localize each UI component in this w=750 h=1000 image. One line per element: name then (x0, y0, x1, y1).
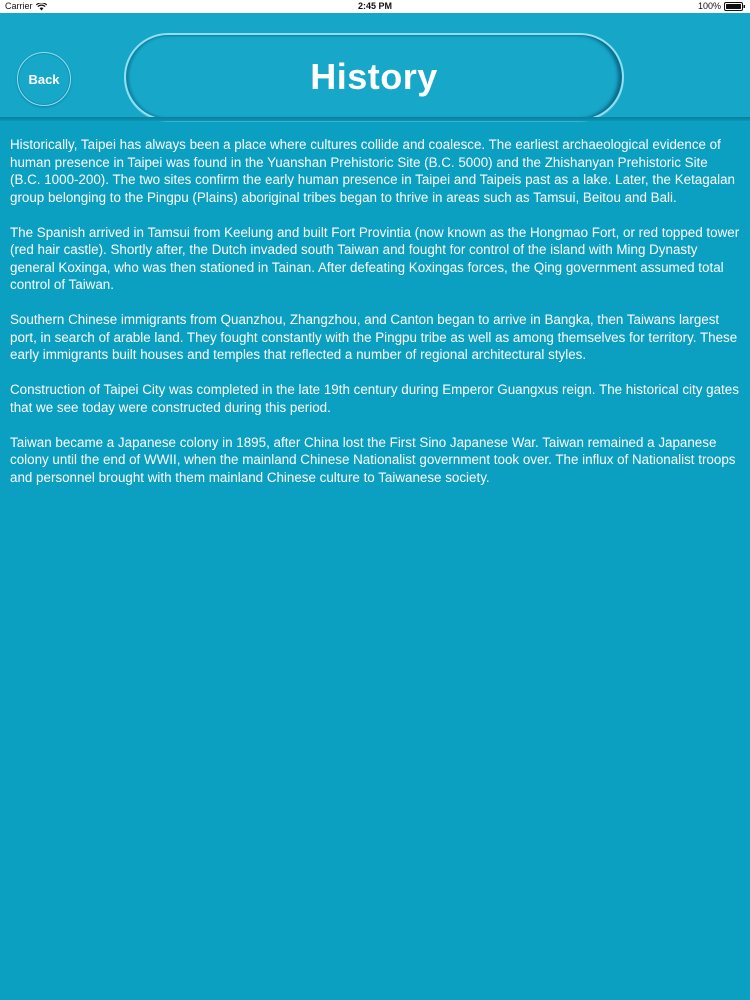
paragraph: Southern Chinese immigrants from Quanzhou, Zhangzhou, and Canton began to arrive in Bangka, then Taiwans largest port, in search of arable land. They fought constantly with the Pingpu tribe as well as among themselves for territory. These early immigrants built houses and temples that reflected a number of regional architectural styles. (10, 312, 738, 362)
carrier-label: Carrier (5, 1, 33, 11)
header-divider (0, 117, 750, 121)
back-button[interactable]: Back (17, 52, 71, 106)
header-bar (0, 13, 750, 117)
battery-icon (724, 2, 746, 11)
status-bar (0, 0, 750, 13)
paragraph: Construction of Taipei City was completed in the late 19th century during Emperor Guangxus reign. The historical city gates that we see today were constructed during this period. (10, 382, 739, 415)
paragraph: Taiwan became a Japanese colony in 1895, after China lost the First Sino Japanese War. Taiwan remained a Japanese colony until the end of WWII, when the mainland Chinese Nationalist government took over. The influx of Nationalist troops and personnel brought with them mainland Chinese culture to Taiwanese society. (10, 434, 736, 485)
paragraph: Historically, Taipei has always been a place where cultures collide and coalesce. The earliest archaeological evidence of human presence in Taipei was found in the Yuanshan Prehistoric Site (B.C. 5000) and the Zhishanyan Prehistoric Site (B.C. 1000-200). The two sites confirm the early human presence in Taipei and Taipeis past as a lake. Later, the Ketagalan group belonging to the Pingpu (Plains) aboriginal tribes began to thrive in areas such as Tamsui, Beitou and Bali. (10, 137, 736, 205)
paragraph: The Spanish arrived in Tamsui from Keelung and built Fort Provintia (now known as the Hongmao Fort, or red topped tower (red hair castle). Shortly after, the Dutch invaded south Taiwan and fought for control of the island with Ming Dynasty general Koxinga, who was then stationed in Tainan. After defeating Koxingas forces, the Qing government assumed total control of Taiwan. (10, 224, 740, 292)
status-right (698, 0, 746, 13)
history-text (10, 136, 740, 504)
page-title: History (310, 56, 438, 97)
title-pill (124, 33, 624, 121)
battery-percent: 100% (697, 1, 721, 11)
status-time: 2:45 PM (357, 1, 392, 11)
